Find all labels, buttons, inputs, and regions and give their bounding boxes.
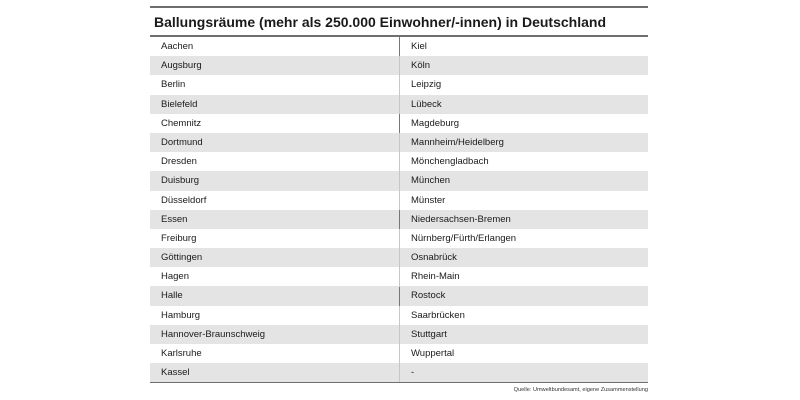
page-title: Ballungsräume (mehr als 250.000 Einwohner/-innen) in Deutschland [154,14,606,30]
city-cell-right: Mönchengladbach [411,156,489,168]
table-panel [150,6,648,393]
city-cell-right: Wuppertal [411,348,455,359]
city-cell-left: Freiburg [161,232,197,244]
city-cell-right: Nürnberg/Fürth/Erlangen [411,232,517,244]
city-cell-right: Stuttgart [411,328,447,340]
city-cell-left: Duisburg [161,175,200,187]
city-cell-left: Augsburg [161,60,202,72]
city-cell-left: Chemnitz [161,117,202,129]
city-table [150,37,648,382]
city-cell-right: Osnabrück [411,252,457,264]
city-cell-right: Rostock [411,290,446,302]
city-cell-left: Düsseldorf [161,194,207,206]
city-cell-right: Mannheim/Heidelberg [411,136,504,148]
city-cell-left: Berlin [161,79,186,91]
city-cell-right: Rhein-Main [411,271,460,283]
city-cell-left: Hannover-Braunschweig [161,328,266,340]
city-cell-right: Saarbrücken [411,309,465,321]
source-note: Quelle: Umweltbundesamt, eigene Zusammenstellung [513,387,648,394]
divider-accent [399,210,400,229]
divider-accent [399,287,400,306]
city-cell-right: - [411,367,415,379]
city-cell-left: Dortmund [161,136,203,148]
city-cell-right: Leipzig [411,79,442,91]
city-cell-left: Hamburg [161,309,201,321]
city-cell-right: München [411,175,451,187]
city-cell-left: Karlsruhe [161,348,202,359]
divider-accent [399,37,400,56]
city-cell-right: Magdeburg [411,117,460,129]
city-cell-right: Lübeck [411,98,442,110]
divider-accent [399,114,400,133]
city-cell-right: Kiel [411,41,427,52]
city-cell-left: Essen [161,213,188,225]
city-cell-left: Halle [161,290,183,302]
city-cell-left: Kassel [161,367,190,379]
city-cell-left: Aachen [161,41,194,52]
city-cell-left: Göttingen [161,252,203,264]
city-cell-left: Dresden [161,156,197,168]
city-cell-right: Niedersachsen-Bremen [411,213,511,225]
city-cell-right: Köln [411,60,431,72]
city-cell-left: Bielefeld [161,98,198,110]
city-cell-left: Hagen [161,271,189,283]
city-cell-right: Münster [411,194,446,206]
